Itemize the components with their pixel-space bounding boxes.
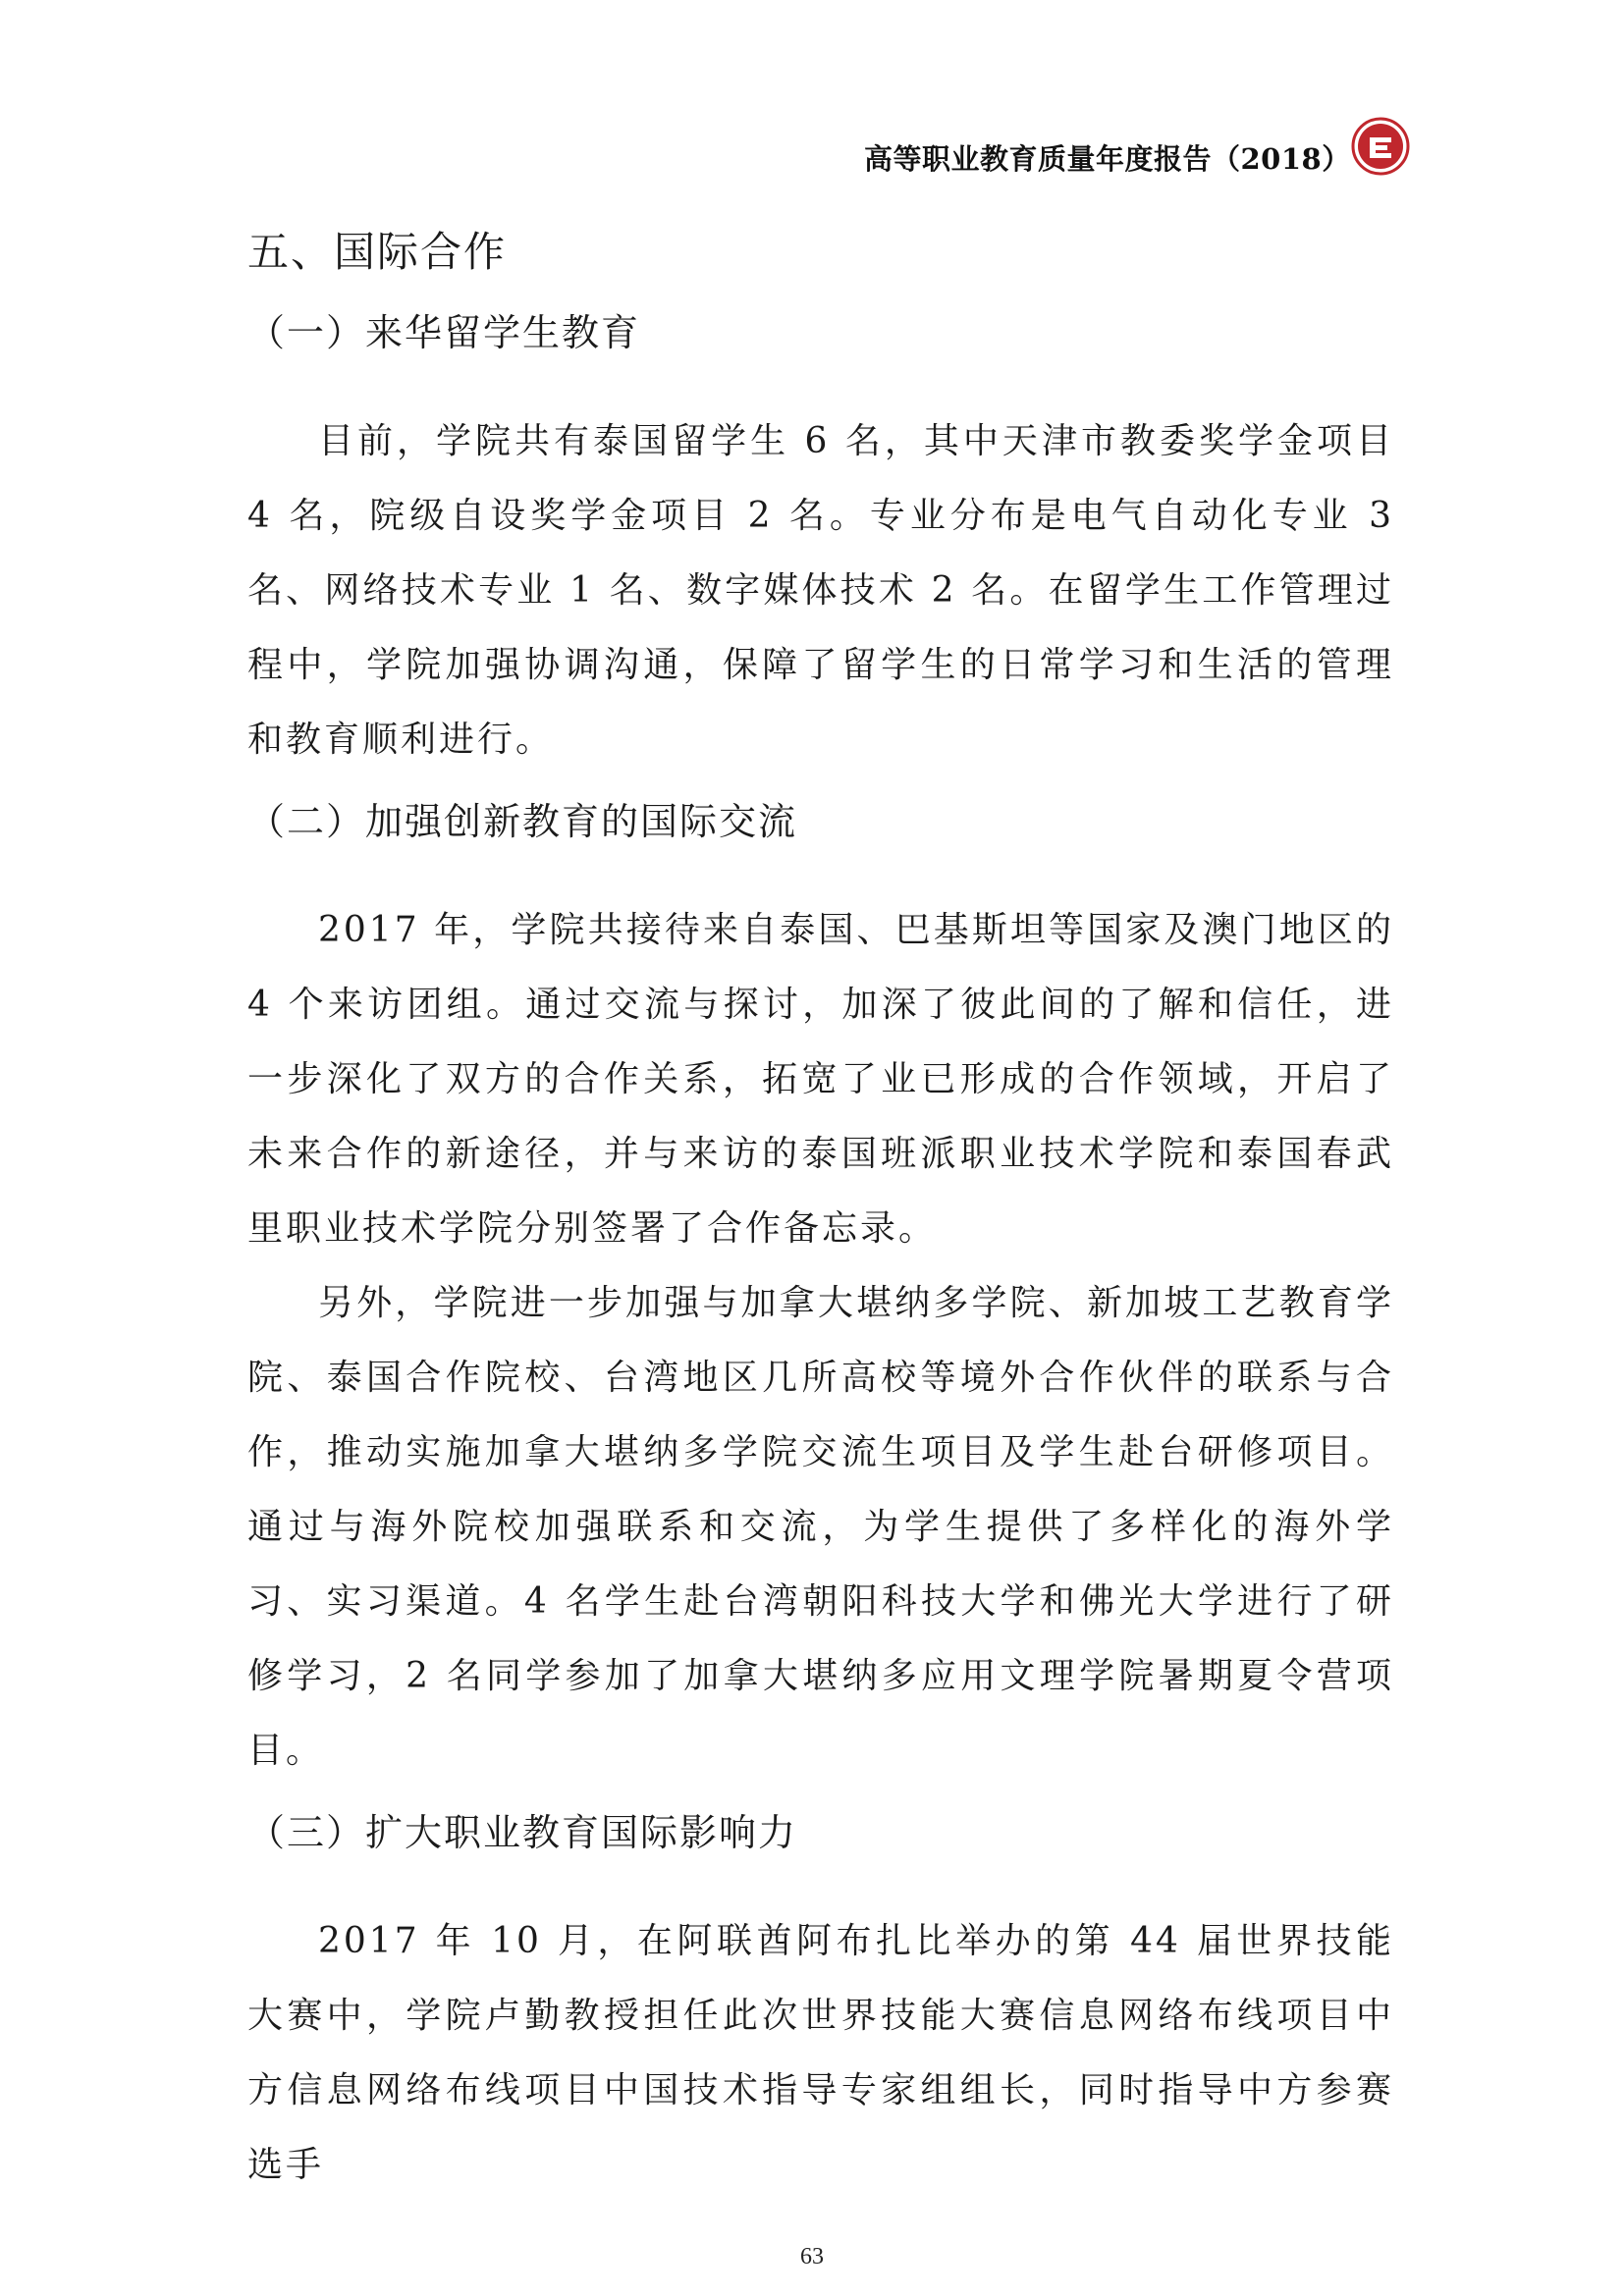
body-paragraph: 2017 年，学院共接待来自泰国、巴基斯坦等国家及澳门地区的 4 个来访团组。通过交流与探讨，加深了彼此间的了解和信任，进一步深化了双方的合作关系，拓宽了业已形成的合作领域，开启了未来合作的新途径，并与来访的泰国班派职业技术学院和泰国春武里职业技术学院分别签署了合作备忘录。: [247, 910, 1394, 1249]
school-emblem-icon: [1350, 116, 1411, 177]
body-paragraph: 2017 年 10 月，在阿联酋阿布扎比举办的第 44 届世界技能大赛中，学院卢勤教授担任此次世界技能大赛信息网络布线项目中方信息网络布线项目中国技术指导专家组组长，同时指导中方参赛选手: [247, 1921, 1394, 2185]
section-title: 五、国际合作: [247, 228, 508, 276]
page-number: 63: [800, 2244, 824, 2269]
subsection-title: （一）来华留学生教育: [247, 311, 641, 354]
subsection-title: （三）扩大职业教育国际影响力: [247, 1811, 798, 1854]
body-paragraph: 目前，学院共有泰国留学生 6 名，其中天津市教委奖学金项目 4 名，院级自设奖学金项目 2 名。专业分布是电气自动化专业 3 名、网络技术专业 1 名、数字媒体技术 2 名。在留学生工作管理过程中，学院加强协调沟通，保障了留学生的日常学习和生活的管理和教育顺利进行。: [247, 421, 1394, 760]
report-title: 高等职业教育质量年度报告（2018）: [864, 142, 1351, 176]
page-header: [864, 130, 1399, 179]
subsection-title: （二）加强创新教育的国际交流: [247, 800, 798, 843]
body-paragraph: 另外，学院进一步加强与加拿大堪纳多学院、新加坡工艺教育学院、泰国合作院校、台湾地区几所高校等境外合作伙伴的联系与合作，推动实施加拿大堪纳多学院交流生项目及学生赴台研修项目。通过与海外院校加强联系和交流，为学生提供了多样化的海外学习、实习渠道。4 名学生赴台湾朝阳科技大学和佛光大学进行了研修学习，2 名同学参加了加拿大堪纳多应用文理学院暑期夏令营项目。: [247, 1283, 1394, 1771]
main-content: [247, 202, 1394, 2203]
